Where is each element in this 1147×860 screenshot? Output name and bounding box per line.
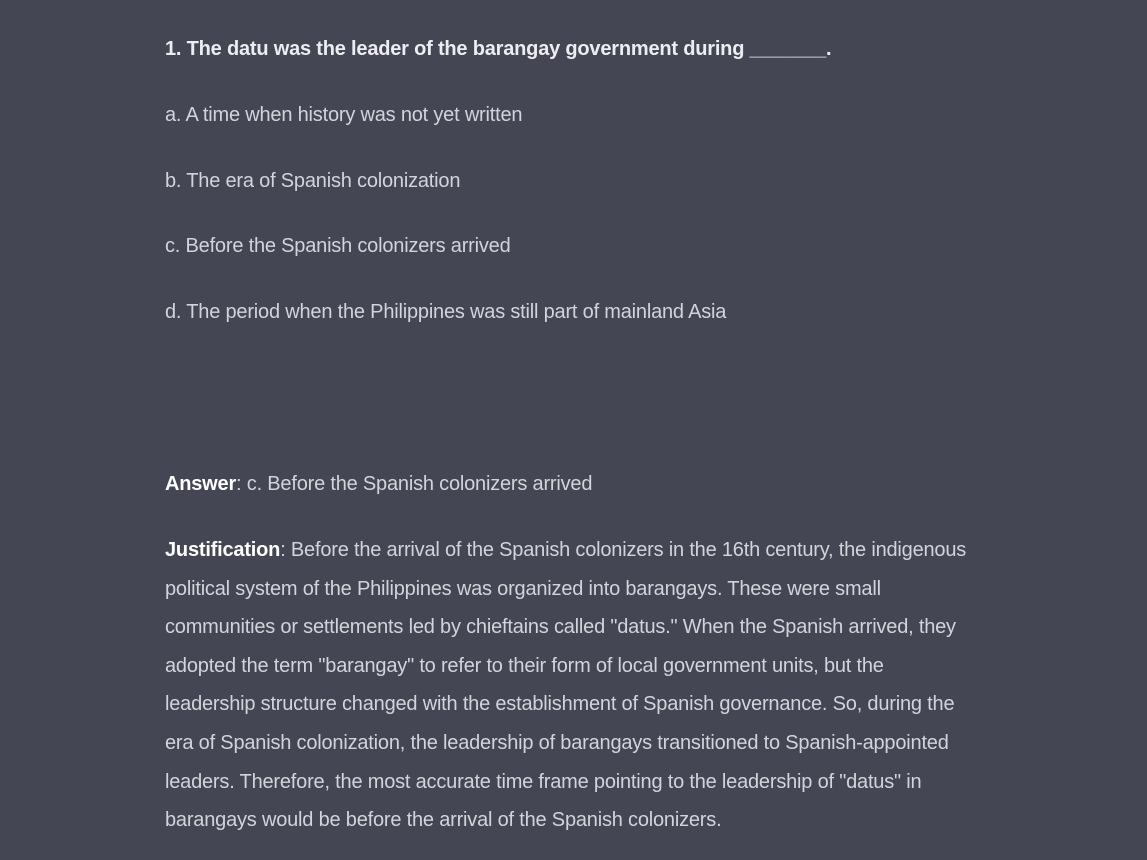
option-c: c. Before the Spanish colonizers arrived [165, 235, 511, 257]
answer-paragraph [165, 470, 592, 498]
justification-line [165, 531, 1055, 570]
justification-line: political system of the Philippines was organized into barangays. These were small [165, 577, 881, 600]
justification-line: communities or settlements led by chieftains called "datus." When the Spanish arrived, they [165, 616, 956, 639]
justification-label: Justification [165, 539, 281, 561]
justification-line: leaders. Therefore, the most accurate time frame pointing to the leadership of "datus" in [165, 770, 922, 793]
justification-paragraph [165, 531, 1055, 840]
justification-line: era of Spanish colonization, the leadership of barangays transitioned to Spanish-appointed [165, 731, 949, 754]
answer-label: Answer [165, 473, 237, 495]
option-d: d. The period when the Philippines was still part of mainland Asia [165, 301, 727, 323]
option-b: b. The era of Spanish colonization [165, 170, 461, 192]
justification-line: barangays would be before the arrival of the Spanish colonizers. [165, 809, 722, 832]
justification-line: leadership structure changed with the establishment of Spanish governance. So, during the [165, 693, 955, 716]
question-text: 1. The datu was the leader of the barangay government during _______. [165, 38, 832, 60]
justification-line: adopted the term "barangay" to refer to their form of local government units, but the [165, 654, 884, 677]
answer-text: c. Before the Spanish colonizers arrived [241, 473, 593, 495]
answer-separator: : [236, 473, 242, 495]
option-a: a. A time when history was not yet written [165, 104, 523, 126]
justification-text: Before the arrival of the Spanish colonizers in the 16th century, the indigenous [285, 539, 967, 561]
justification-separator: : [280, 539, 286, 561]
